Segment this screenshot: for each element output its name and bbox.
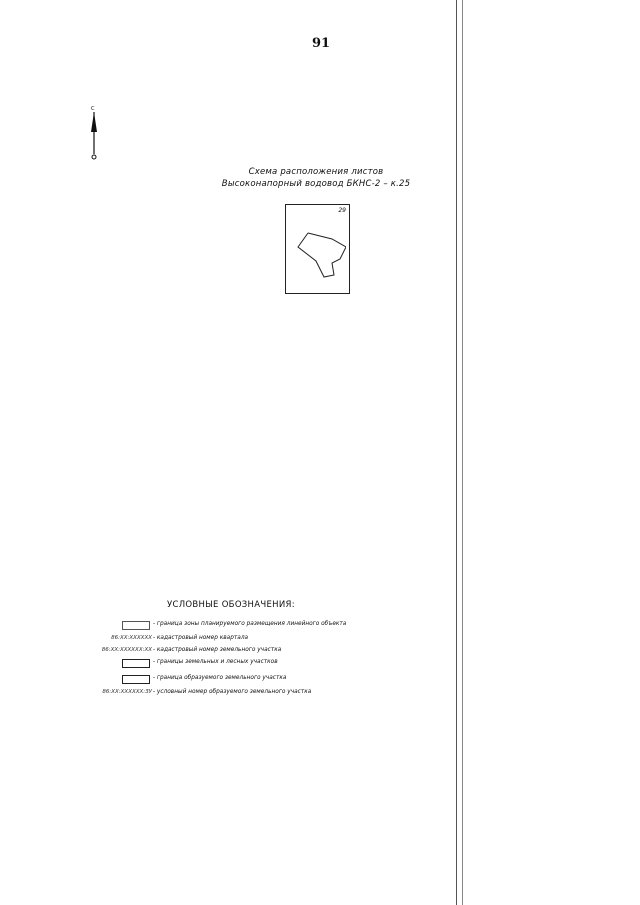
scheme-title-line1: Схема расположения листов bbox=[248, 167, 384, 177]
legend-sample: 86:XX:XXXXXX:ЗУ bbox=[102, 689, 152, 695]
page-number: 91 bbox=[311, 36, 331, 51]
legend-item-text: - кадастровый номер земельного участка bbox=[153, 647, 282, 653]
margin-line-right bbox=[462, 0, 463, 905]
scheme-title-line2: Высоконапорный водовод БКНС-2 – к.25 bbox=[221, 179, 411, 189]
legend-item-text: - границы земельных и лесных участков bbox=[153, 659, 278, 665]
sheet-index-frame bbox=[285, 204, 350, 294]
legend-item-text: - граница зоны планируемого размещения линейного объекта bbox=[153, 621, 347, 627]
legend-new-parcel-symbol bbox=[122, 675, 150, 684]
north-arrow-letter: С bbox=[91, 106, 95, 112]
legend-title: УСЛОВНЫЕ ОБОЗНАЧЕНИЯ: bbox=[167, 600, 295, 610]
legend-item-zone-boundary bbox=[60, 620, 420, 633]
legend-item-text: - кадастровый номер квартала bbox=[153, 635, 249, 641]
legend-item-text: - граница образуемого земельного участка bbox=[153, 675, 287, 681]
scheme-title bbox=[196, 166, 436, 190]
legend-item-land-boundaries bbox=[60, 658, 420, 671]
margin-line-left bbox=[456, 0, 457, 905]
parcel-outline-icon bbox=[294, 221, 346, 283]
legend-sample: 86:XX:XXXXXX:XX bbox=[101, 647, 152, 653]
legend-item-text: - условный номер образуемого земельного участка bbox=[153, 689, 312, 695]
legend-zone-symbol bbox=[122, 621, 150, 630]
legend-sample: 86:XX:XXXXXX bbox=[111, 635, 152, 641]
legend-item-new-parcel-number bbox=[60, 688, 420, 701]
north-arrow-icon bbox=[86, 104, 102, 162]
legend-item-new-parcel-boundary bbox=[60, 674, 420, 687]
legend-land-symbol bbox=[122, 659, 150, 668]
sheet-number: 29 bbox=[338, 207, 346, 214]
